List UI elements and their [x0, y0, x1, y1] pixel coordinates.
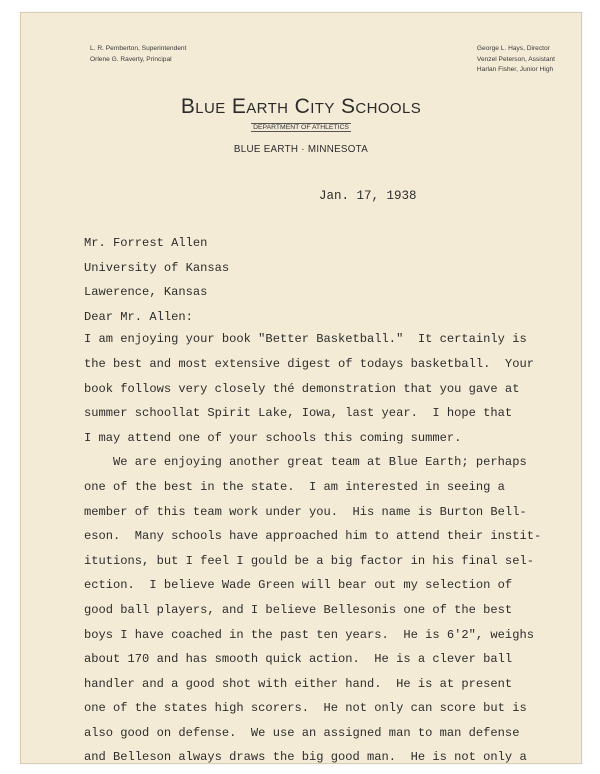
letter-line: member of this team work under you. His name is Burton Bell- — [84, 504, 527, 519]
letter-line: University of Kansas — [84, 260, 230, 275]
letter-line: also good on defense. We use an assigned man to man defense — [84, 725, 520, 740]
department-label: DEPARTMENT OF ATHLETICS — [253, 124, 349, 131]
letter-line: boys I have coached in the past ten years. He is 6'2", weighs — [84, 627, 534, 642]
letter-line: Dear Mr. Allen: — [84, 309, 193, 324]
letter-line: summer schoollat Spirit Lake, Iowa, last year. I hope that — [84, 406, 513, 421]
staff-superintendent: L. R. Pemberton, Superintendent — [90, 45, 187, 52]
letter-line: the best and most extensive digest of todays basketball. Your — [84, 356, 534, 371]
letter-line: one of the states high scorers. He not only can score but is — [84, 701, 527, 716]
letter-line: and Belleson always draws the big good man. He is not only a — [84, 750, 527, 765]
letter-line: Lawerence, Kansas — [84, 285, 208, 300]
letter-line: one of the best in the state. I am interested in seeing a — [84, 479, 505, 494]
letter-line: about 170 and has smooth quick action. He is a clever ball — [84, 652, 513, 667]
letterhead-left-staff — [90, 44, 186, 65]
letter-line: eson. Many schools have approached him to attend their instit- — [84, 529, 542, 544]
letter-line: itutions, but I feel I gould be a big factor in his final sel- — [84, 553, 534, 568]
letterhead-city: BLUE EARTH · MINNESOTA — [233, 144, 369, 155]
staff-junior-high: Harlan Fisher, Junior High — [476, 66, 554, 73]
letter-line: good ball players, and I believe Bellesonis one of the best — [84, 602, 513, 617]
letter-page — [20, 12, 582, 764]
letter-line: book follows very closely thé demonstration that you gave at — [84, 381, 520, 396]
letter-date: Jan. 17, 1938 — [319, 189, 417, 203]
letter-line: ection. I believe Wade Green will bear out my selection of — [84, 578, 513, 593]
letter-line: I am enjoying your book "Better Basketball." It certainly is — [84, 332, 527, 347]
letter-line: handler and a good shot with either hand. He is at present — [84, 676, 513, 691]
letter-line: We are enjoying another great team at Blue Earth; perhaps — [84, 455, 527, 470]
letterhead-department — [21, 124, 581, 131]
staff-director: George L. Hays, Director — [476, 45, 550, 52]
staff-principal: Orlene G. Raverty, Principal — [90, 55, 172, 63]
letterhead-title: Blue Earth City Schools — [180, 95, 422, 118]
letterhead-right-staff — [477, 44, 555, 76]
letter-body — [84, 231, 574, 770]
staff-assistant: Venzel Peterson, Assistant — [476, 55, 555, 63]
letter-line: Mr. Forrest Allen — [84, 236, 208, 250]
letter-line: I may attend one of your schools this coming summer. — [84, 430, 462, 445]
